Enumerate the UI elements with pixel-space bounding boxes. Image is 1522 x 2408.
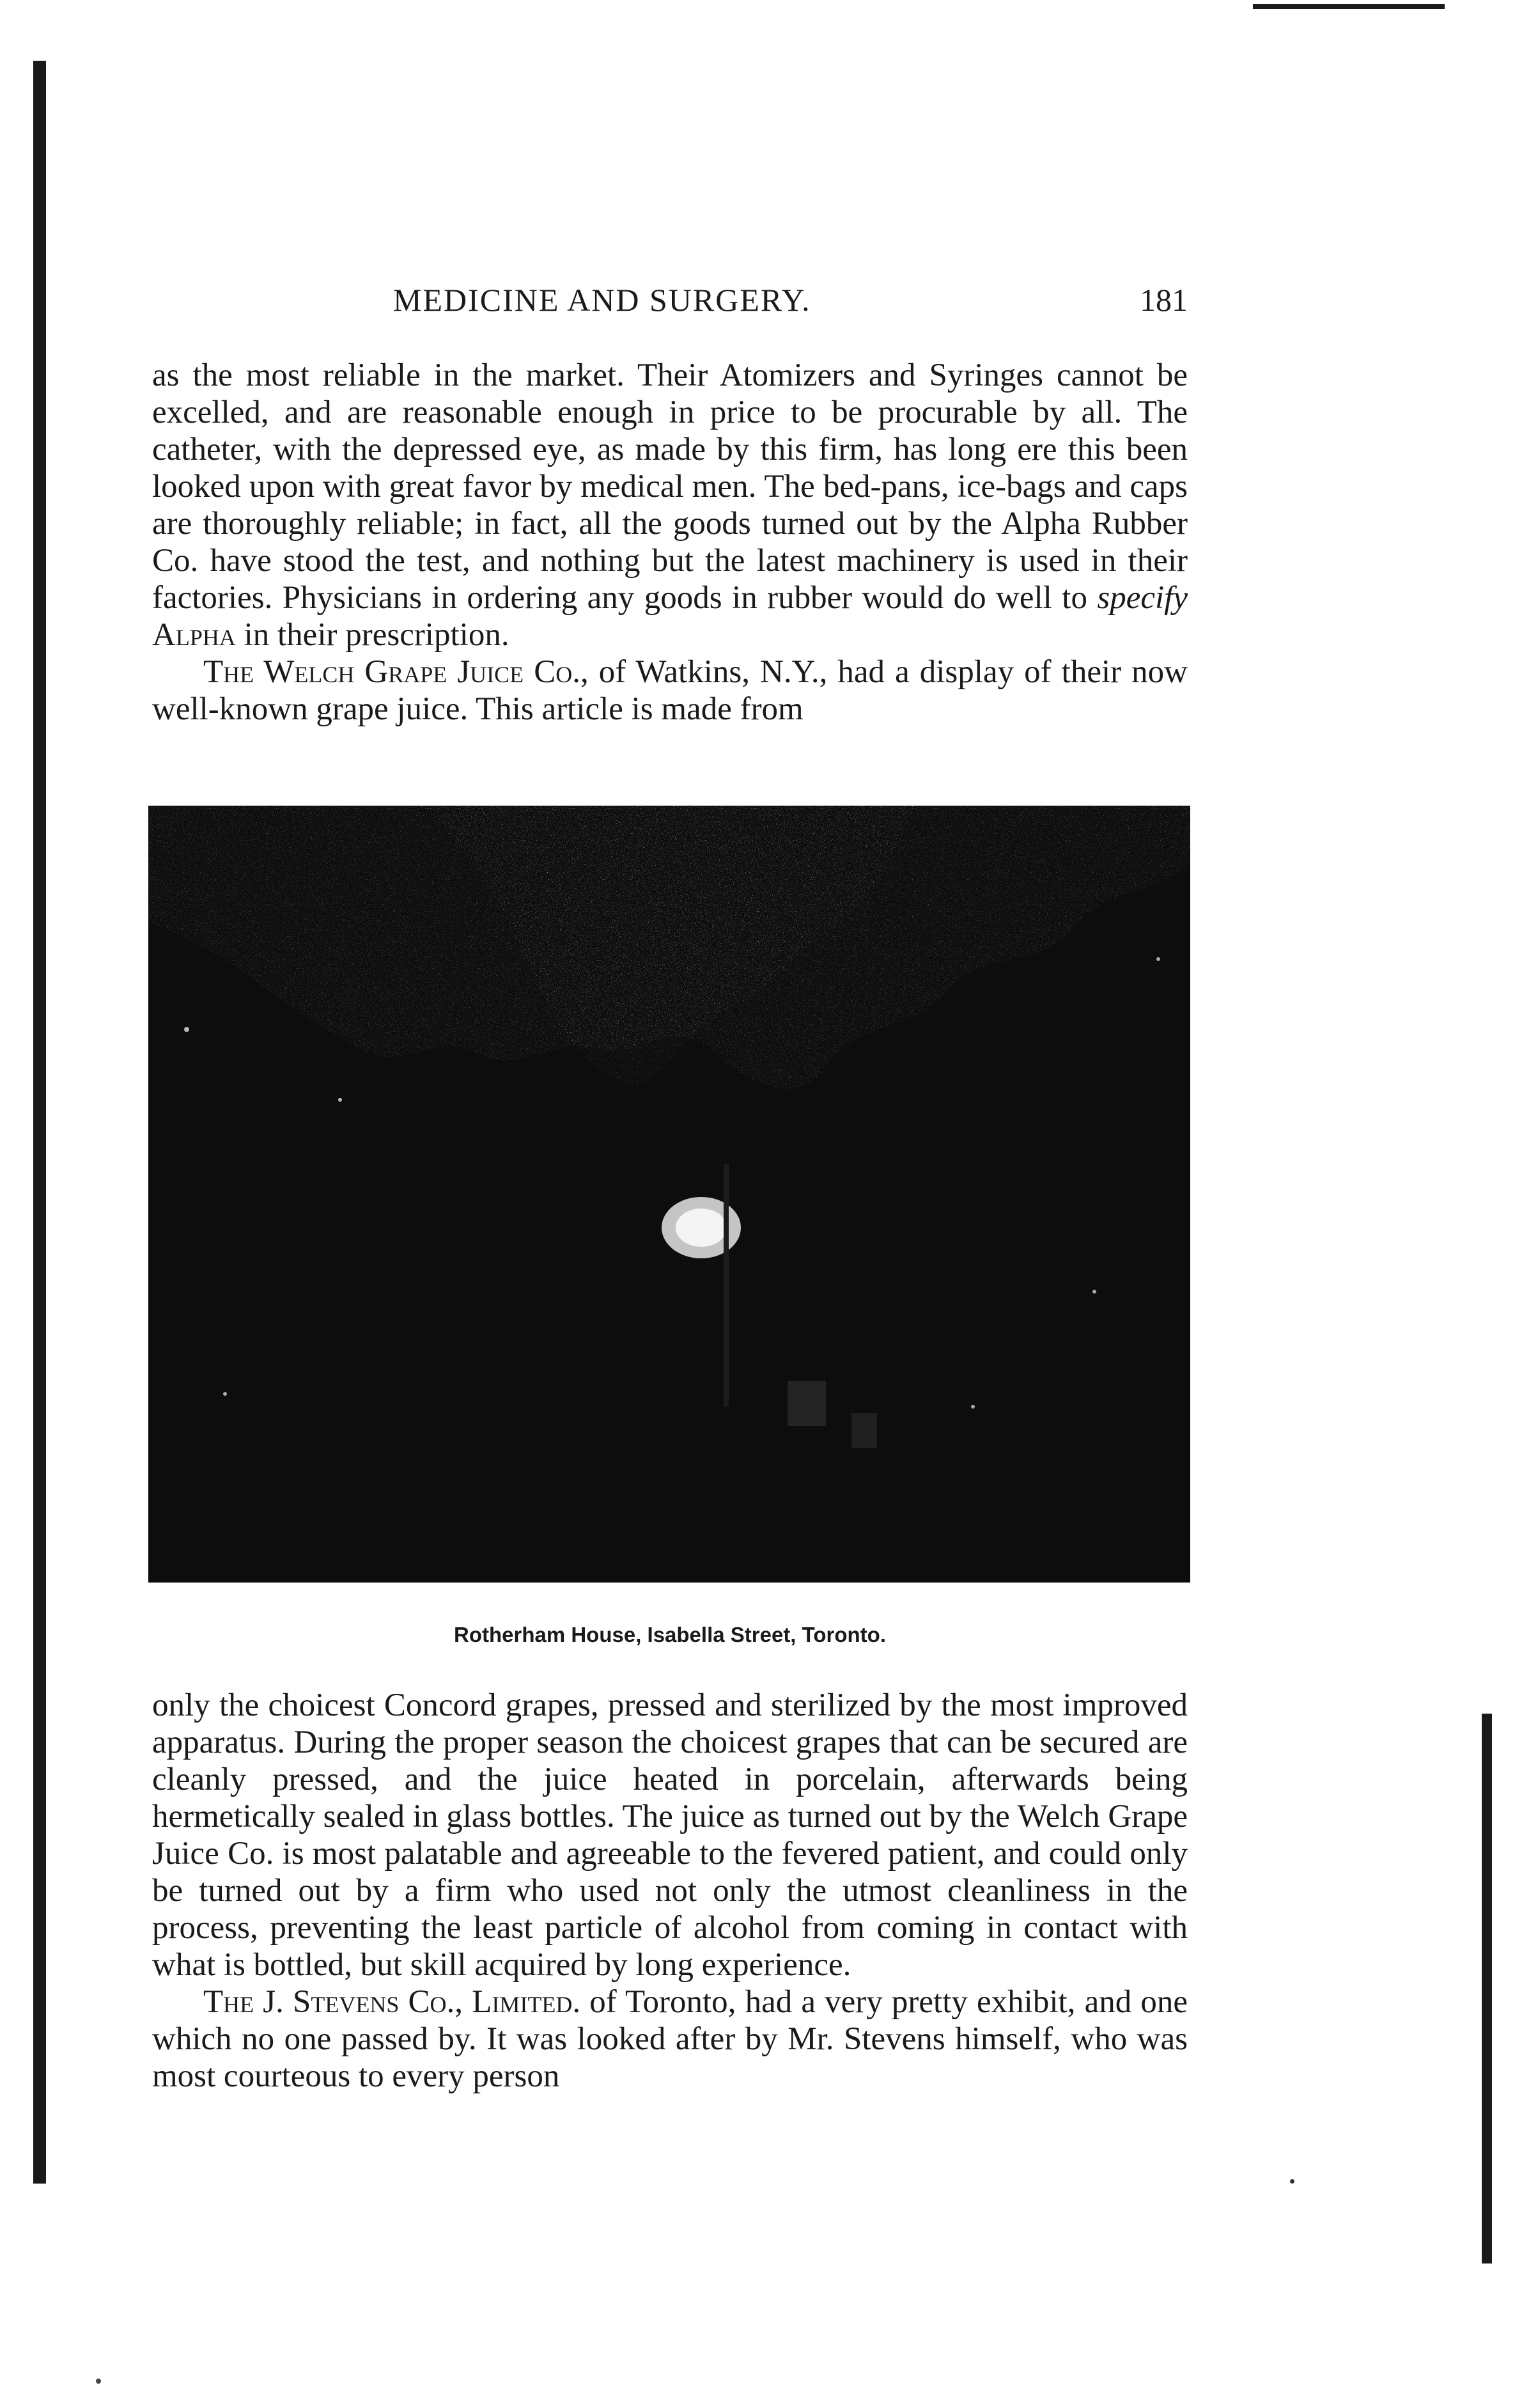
photograph-rotherham-house (148, 806, 1190, 1583)
text-block-bottom (152, 1687, 1188, 2095)
paragraph-tail: in their prescription. (235, 617, 509, 653)
top-edge-rule (1253, 4, 1445, 9)
brand-name: Alpha (152, 617, 236, 653)
paragraph-welch-grape (152, 653, 1188, 728)
scan-speck (96, 2379, 101, 2384)
paragraph-grape-juice-process: only the choicest Concord grapes, pressed and sterilized by the most improved apparatus. During the proper season the choicest grapes that can be secured are cleanly pressed, and the juice heated in porcelain, afterwards being hermetically sealed in glass bottles. The juice as turned out by the Welch Grape Juice Co. is most palatable and agreeable to the fevered patient, and could only be turned out by a firm who used not only the utmost cleanliness in the process, preventing the least particle of alcohol from coming in contact with what is bottled, but skill acquired by long experience. (152, 1687, 1188, 1983)
company-name: The Welch Grape Juice Co. (203, 654, 580, 690)
page-number: 181 (1140, 282, 1188, 318)
photo-halftone (148, 806, 1190, 1583)
paragraph-stevens (152, 1983, 1188, 2095)
paragraph-text: , of Watkins, N.Y., had a display of their now well-known grape juice. This article is made from (152, 654, 1188, 727)
page-header (152, 281, 1188, 326)
figure-caption: Rotherham House, Isabella Street, Toronto. (453, 1623, 886, 1646)
scan-speck (1290, 2179, 1294, 2184)
emphasis-specify: specify (1097, 580, 1188, 616)
text-block-top (152, 357, 1188, 728)
left-page-edge (33, 61, 46, 2184)
paragraph-alpha-rubber (152, 357, 1188, 653)
right-page-edge (1482, 1714, 1492, 2263)
company-name: The J. Stevens Co., Limited. (203, 1984, 581, 2020)
running-head: MEDICINE AND SURGERY. (393, 282, 811, 318)
paragraph-text: of Toronto, had a very pretty exhibit, and one which no one passed by. It was looked after by Mr. Stevens himself, who was most courteous to every person (152, 1984, 1188, 2094)
paragraph-text: as the most reliable in the market. Their Atomizers and Syringes cannot be excelled, and are reasonable enough in price to be procurable by all. The catheter, with the depressed eye, as made by this firm, has long ere this been looked upon with great favor by medical men. The bed-pans, ice-bags and caps are thoroughly reliable; in fact, all the goods turned out by the Alpha Rubber Co. have stood the test, and nothing but the latest machinery is used in their factories. Physicians in ordering any goods in rubber would do well to (152, 357, 1188, 616)
